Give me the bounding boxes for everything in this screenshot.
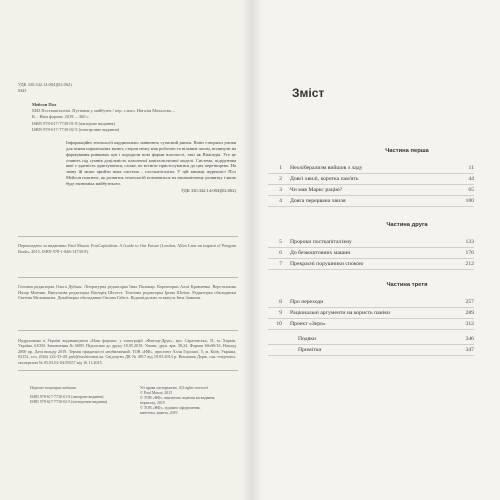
part-heading: Частина друга (386, 222, 428, 228)
section-title: Подяки (298, 336, 317, 342)
isbn-line: ISBN 978-617-7730-01-8 (паперове видання) (30, 395, 104, 400)
page-number: 346 (465, 336, 474, 342)
contents-page (252, 0, 500, 500)
page-number: 347 (465, 347, 474, 353)
edition-label: Науково-популярне видання (30, 386, 76, 390)
edition-block (30, 386, 120, 405)
rights-line: © ТОВ «НФ», виключна ліцензія на видання, (140, 396, 216, 401)
chapter-number: 1 (279, 165, 282, 171)
page-number: 312 (465, 321, 474, 327)
page-number: 257 (465, 299, 474, 305)
chapter-number: 10 (276, 321, 282, 327)
bib-line: ISBN 978-617-7730-02-5 (електронне видання) (32, 126, 120, 132)
chapter-title: Прекрасні порушники спокою (290, 261, 364, 267)
divider (18, 236, 238, 237)
chapter-title: Раціональні аргументи на користь паніки (290, 310, 391, 316)
copyright-block (140, 386, 240, 416)
author-mark: М43 (18, 87, 27, 93)
chapter-number: 7 (279, 261, 282, 267)
bibliographic-record (32, 102, 228, 133)
chapter-number: 4 (279, 198, 282, 204)
printing-info: Надруковано в Україні видавництвом «Наш формат» у типографії «Фактор-Друк», вул. Саратовська, 51, м. Харків, Україна, 61030. Замовлення № 6089. Підписано до друку 18.05.2019. Умовн. друк. арк. 30,24. Формат 60х90/16. Наклад 2000 пр. Дата виходу 2019. Термін придатності необмежений. ТОВ «НФ», проспект Аллн Горської, 5, м. Київ, Україна, 02152, тел. (044) 222-33-49, pub@nashformat.ua. Свідоцтво ДК № 4817 від 19.05.2014 р. Висновок Держ. сан.-епідеміол. експертизи № 05.03.02-04/39357 від 16.11.2015. (18, 338, 236, 365)
page-number: 65 (468, 187, 474, 193)
chapter-title: Довгі хвилі, коротка пам'ять (290, 176, 359, 182)
chapter-title: Пророки посткапіталізму (290, 239, 352, 245)
toc-entry[interactable] (268, 259, 474, 270)
annotation (66, 140, 236, 194)
toc-entry[interactable] (268, 196, 474, 207)
chapter-title: Чи мав Маркс рацію? (290, 187, 343, 193)
divider (18, 370, 238, 371)
toc-part-2 (268, 237, 474, 270)
page-number: 289 (465, 310, 474, 316)
chapter-title: Неоліберализм вийшов з ладу (290, 165, 363, 171)
page-number: 212 (465, 261, 474, 267)
rights-line: Усі права застережено. All rights reserved (140, 386, 208, 390)
toc-entry[interactable] (268, 237, 474, 248)
gutter-shadow (242, 0, 252, 500)
toc-part-3 (268, 297, 474, 330)
toc-entry[interactable] (268, 334, 474, 345)
part-heading: Частина третя (386, 282, 428, 288)
editorial-credits: Головна редакторка Ольга Дубчак. Літературна редакторка Інна Паламар. Коректорки Алла Кравченко. Верстальник Назар Митник. Випускова редакторка Вікторія Шелест. Технічна редакторка Ірина Шітіна. Редакторка обкладинки Євгенія Мельникова. Дизайнерка обкладинки Оксана Габесі. Відповідальна за випуск Інна Замкова. (18, 284, 236, 301)
bib-line: М43 Посткапіталізм. Путівник у майбутнє / пер. з англ. Наталія Мочалова. – (32, 108, 176, 114)
page-number: 100 (465, 198, 474, 204)
chapter-title: До безкоштовних машин (290, 250, 351, 256)
udk-code: УДК 330.342.14:004](02.062) (18, 82, 72, 87)
chapter-number: 6 (279, 250, 282, 256)
page-title: Зміст (292, 86, 325, 100)
toc-entry[interactable] (268, 248, 474, 259)
chapter-number: 5 (279, 239, 282, 245)
section-title: Примітки (298, 347, 322, 353)
chapter-number: 2 (279, 176, 282, 182)
toc-entry[interactable] (268, 174, 474, 185)
author-name: Мейсон Пол (32, 102, 57, 107)
udk-block (18, 82, 240, 93)
annotation-text: Інформаційні технології кардинально змінюють сучасний ринок. Вони створили умови для появи паралельних валют, стерли межу між роботою та вільним часом, вплинули на формування ринкових цін і породили нові форми власності, такі як Вікіпедія. Усе це ставить під сумнів доцільність класичної капіталістичної моделі. Система, підґрунтям якої є здатність адаптуватися, схоже, не встигає пристосуватися до цих перетворень. На зміну їй може прийти нова система – посткапіталізм. У цій книжці журналіст Пол Мейсон пояснює, як розвиток технологій позначиться на економічному розвитку і якою буде економіка майбутнього. (66, 140, 236, 186)
rights-line: © ТОВ «НФ», художнє оформлення, (140, 406, 201, 411)
gutter-shadow (252, 0, 262, 500)
divider (18, 330, 238, 331)
page-number: 176 (465, 250, 474, 256)
toc-entry[interactable] (268, 308, 474, 319)
part-heading: Частина перша (385, 148, 429, 154)
chapter-number: 9 (279, 310, 282, 316)
rights-line: виготовл. макета, 2019 (140, 411, 178, 416)
divider (18, 277, 238, 278)
toc-extras (268, 334, 474, 356)
annotation-udk: УДК 330.342.14:004](02.062) (180, 187, 236, 193)
translation-source: Перекладено за виданням: Paul Mason. PostCapitalism: A Guide to Our Future (London, Allen Lane an imprint of Penguin Books, 2015, ISBN 978-1-846-14738-8). (18, 243, 236, 254)
toc-part-1 (268, 163, 474, 207)
page-number: 11 (468, 165, 474, 171)
chapter-number: 3 (279, 187, 282, 193)
chapter-title: Про переходи (290, 299, 324, 305)
page-number: 44 (468, 176, 474, 182)
isbn-line: ISBN 978-617-7730-02-5 (електронне видання) (30, 400, 108, 405)
chapter-title: Проект «Зеро» (290, 321, 326, 327)
rights-line: © Paul Mason, 2015 (140, 391, 173, 396)
toc-entry[interactable] (268, 319, 474, 330)
toc-entry[interactable] (268, 345, 474, 356)
chapter-number: 8 (279, 299, 282, 305)
chapter-title: Довга перервана хвиля (290, 198, 346, 204)
rights-line: переклад, 2019 (140, 401, 165, 406)
toc-entry[interactable] (268, 163, 474, 174)
page-number: 133 (465, 239, 474, 245)
bib-line: ISBN 978-617-7730-01-8 (паперове видання) (32, 120, 115, 126)
bib-line: К. : Наш формат, 2019. – 360 с. (32, 114, 90, 120)
toc-entry[interactable] (268, 185, 474, 196)
toc-entry[interactable] (268, 297, 474, 308)
